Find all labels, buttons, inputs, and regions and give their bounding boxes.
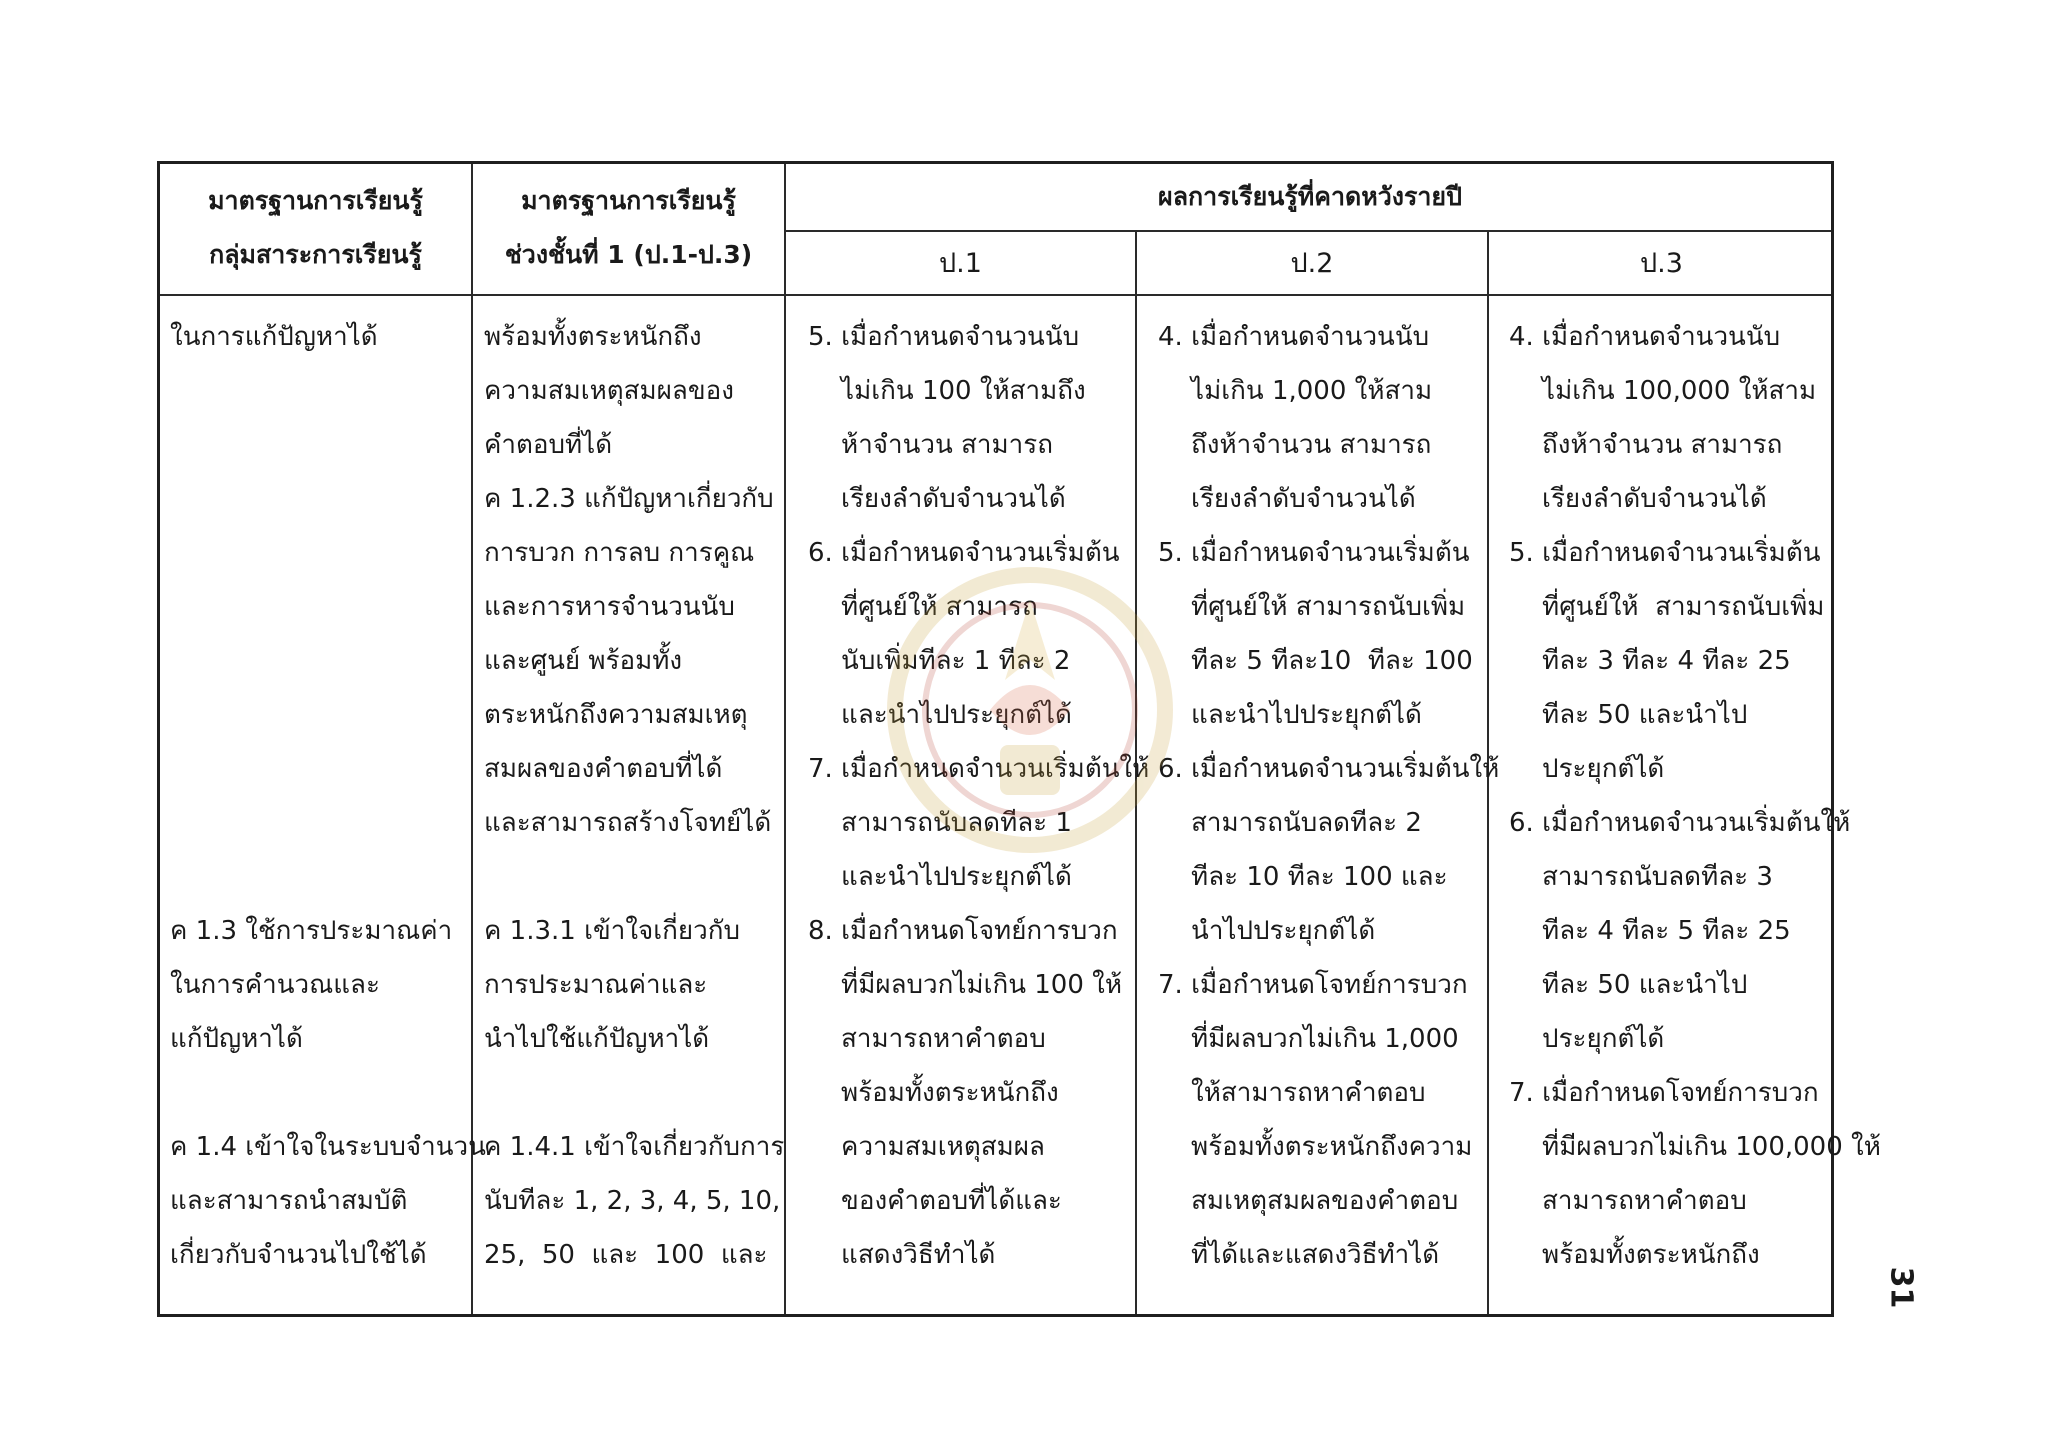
p3-line: ทีละ 4 ทีละ 5 ทีละ 25 <box>1509 916 1791 946</box>
p1-line: ที่ศูนย์ให้ สามารถ <box>808 592 1038 622</box>
col1-line <box>170 364 468 418</box>
p2-line: ที่มีผลบวกไม่เกิน 1,000 <box>1158 1024 1459 1054</box>
p2-line: นำไปประยุกต์ได้ <box>1158 916 1376 946</box>
p1-line: 7. เมื่อกำหนดจำนวนเริ่มต้นให้ <box>808 754 1150 784</box>
p1-line: พร้อมทั้งตระหนักถึง <box>808 1078 1059 1108</box>
p3-line: ที่ศูนย์ให้ สามารถนับเพิ่ม <box>1509 592 1825 622</box>
p3-line: ทีละ 50 และนำไป <box>1509 700 1748 730</box>
p2-line: ให้สามารถหาคำตอบ <box>1158 1078 1426 1108</box>
p3-line: 6. เมื่อกำหนดจำนวนเริ่มต้นให้ <box>1509 808 1851 838</box>
p3-line: ไม่เกิน 100,000 ให้สาม <box>1509 376 1817 406</box>
page-number: 31 <box>1883 1266 1919 1309</box>
col2-line: ค 1.4.1 เข้าใจเกี่ยวกับการ <box>484 1132 785 1162</box>
p2-line: 7. เมื่อกำหนดโจทย์การบวก <box>1158 970 1468 1000</box>
p1-line: และนำไปประยุกต์ได้ <box>808 700 1072 730</box>
p2-line: ไม่เกิน 1,000 ให้สาม <box>1158 376 1433 406</box>
col1-line <box>170 472 468 526</box>
p3-line: 5. เมื่อกำหนดจำนวนเริ่มต้น <box>1509 538 1821 568</box>
p3-line: ถึงห้าจำนวน สามารถ <box>1509 430 1783 460</box>
col1-line: และสามารถนำสมบัติ <box>170 1186 408 1216</box>
col1-line: แก้ปัญหาได้ <box>170 1024 303 1054</box>
column-standard-group <box>170 310 486 1282</box>
col1-line <box>170 580 468 634</box>
col1-line <box>170 1066 468 1120</box>
p3-line: สามารถนับลดทีละ 3 <box>1509 862 1773 892</box>
p1-line: เรียงลำดับจำนวนได้ <box>808 484 1066 514</box>
col1-line <box>170 634 468 688</box>
col2-line: การประมาณค่าและ <box>484 970 708 1000</box>
column-grade-p3 <box>1509 310 1881 1282</box>
col1-line <box>170 526 468 580</box>
p1-line: นับเพิ่มทีละ 1 ทีละ 2 <box>808 646 1071 676</box>
p2-line: 4. เมื่อกำหนดจำนวนนับ <box>1158 322 1430 352</box>
p1-line: และนำไปประยุกต์ได้ <box>808 862 1072 892</box>
p1-line: ห้าจำนวน สามารถ <box>808 430 1053 460</box>
col2-line: และศูนย์ พร้อมทั้ง <box>484 646 683 676</box>
p2-line: ทีละ 5 ทีละ10 ทีละ 100 <box>1158 646 1473 676</box>
header-learning-standard-group: มาตรฐานการเรียนรู้ กลุ่มสาระการเรียนรู้ <box>208 186 423 269</box>
header-expected-outcomes: ผลการเรียนรู้ที่คาดหวังรายปี <box>1158 182 1462 211</box>
col1-line <box>170 796 468 850</box>
header-grade-p2: ป.2 <box>1290 248 1334 279</box>
col1-line <box>170 418 468 472</box>
p2-line: พร้อมทั้งตระหนักถึงความ <box>1158 1132 1473 1162</box>
header-grade-p3: ป.3 <box>1640 248 1683 279</box>
p3-line: ทีละ 50 และนำไป <box>1509 970 1748 1000</box>
p1-line: 5. เมื่อกำหนดจำนวนนับ <box>808 322 1080 352</box>
col2-line: พร้อมทั้งตระหนักถึง <box>484 322 702 352</box>
p3-line: ทีละ 3 ทีละ 4 ทีละ 25 <box>1509 646 1791 676</box>
col2-line <box>484 1066 782 1120</box>
p2-line: ถึงห้าจำนวน สามารถ <box>1158 430 1432 460</box>
p3-line: 4. เมื่อกำหนดจำนวนนับ <box>1509 322 1781 352</box>
p1-line: ความสมเหตุสมผล <box>808 1132 1045 1162</box>
col1-line: เกี่ยวกับจำนวนไปใช้ได้ <box>170 1240 427 1270</box>
p2-line: 5. เมื่อกำหนดจำนวนเริ่มต้น <box>1158 538 1470 568</box>
p1-line: สามารถนับลดทีละ 1 <box>808 808 1072 838</box>
p1-line: แสดงวิธีทำได้ <box>808 1240 996 1270</box>
p1-line: สามารถหาคำตอบ <box>808 1024 1046 1054</box>
p2-line: 6. เมื่อกำหนดจำนวนเริ่มต้นให้ <box>1158 754 1500 784</box>
col2-line: นำไปใช้แก้ปัญหาได้ <box>484 1024 710 1054</box>
p2-line: และนำไปประยุกต์ได้ <box>1158 700 1422 730</box>
p2-line: ที่ศูนย์ให้ สามารถนับเพิ่ม <box>1158 592 1466 622</box>
col1-line: ค 1.3 ใช้การประมาณค่า <box>170 916 453 946</box>
p1-line: ไม่เกิน 100 ให้สามถึง <box>808 376 1086 406</box>
p3-line: เรียงลำดับจำนวนได้ <box>1509 484 1767 514</box>
col2-line: 25, 50 และ 100 และ <box>484 1240 768 1270</box>
col1-line <box>170 850 468 904</box>
col2-line: ตระหนักถึงความสมเหตุ <box>484 700 748 730</box>
p3-line: ที่มีผลบวกไม่เกิน 100,000 ให้ <box>1509 1132 1881 1162</box>
col2-line: การบวก การลบ การคูณ <box>484 538 755 568</box>
col2-line <box>484 850 782 904</box>
p1-line: ของคำตอบที่ได้และ <box>808 1186 1062 1216</box>
col2-line: ความสมเหตุสมผลของ <box>484 376 734 406</box>
col2-line: ค 1.3.1 เข้าใจเกี่ยวกับ <box>484 916 740 946</box>
col2-line: นับทีละ 1, 2, 3, 4, 5, 10, <box>484 1186 781 1216</box>
col2-line: สมผลของคำตอบที่ได้ <box>484 754 723 784</box>
p2-line: สามารถนับลดทีละ 2 <box>1158 808 1422 838</box>
col1-line: ในการแก้ปัญหาได้ <box>170 322 378 352</box>
header-grade-p1: ป.1 <box>939 248 982 279</box>
column-standard-level <box>484 310 785 1282</box>
p2-line: เรียงลำดับจำนวนได้ <box>1158 484 1416 514</box>
col-divider-2 <box>784 164 786 1314</box>
p3-line: ประยุกต์ได้ <box>1509 754 1665 784</box>
col2-line: และการหารจำนวนนับ <box>484 592 735 622</box>
col2-line: และสามารถสร้างโจทย์ได้ <box>484 808 772 838</box>
col2-line: คำตอบที่ได้ <box>484 430 613 460</box>
p1-line: ที่มีผลบวกไม่เกิน 100 ให้ <box>808 970 1122 1000</box>
p2-line: ที่ได้และแสดงวิธีทำได้ <box>1158 1240 1440 1270</box>
p3-line: 7. เมื่อกำหนดโจทย์การบวก <box>1509 1078 1819 1108</box>
col1-line: ในการคำนวณและ <box>170 970 380 1000</box>
emblem-watermark-icon <box>880 560 1180 860</box>
p2-line: สมเหตุสมผลของคำตอบ <box>1158 1186 1459 1216</box>
p2-line: ทีละ 10 ทีละ 100 และ <box>1158 862 1448 892</box>
p3-line: พร้อมทั้งตระหนักถึง <box>1509 1240 1760 1270</box>
p1-line: 8. เมื่อกำหนดโจทย์การบวก <box>808 916 1118 946</box>
header-learning-standard-level: มาตรฐานการเรียนรู้ ช่วงชั้นที่ 1 (ป.1-ป.3) <box>504 186 753 269</box>
col1-line: ค 1.4 เข้าใจในระบบจำนวน <box>170 1132 486 1162</box>
col1-line <box>170 742 468 796</box>
p3-line: สามารถหาคำตอบ <box>1509 1186 1747 1216</box>
col2-line: ค 1.2.3 แก้ปัญหาเกี่ยวกับ <box>484 484 774 514</box>
col1-line <box>170 688 468 742</box>
p3-line: ประยุกต์ได้ <box>1509 1024 1665 1054</box>
column-grade-p2 <box>1158 310 1500 1282</box>
p1-line: 6. เมื่อกำหนดจำนวนเริ่มต้น <box>808 538 1120 568</box>
